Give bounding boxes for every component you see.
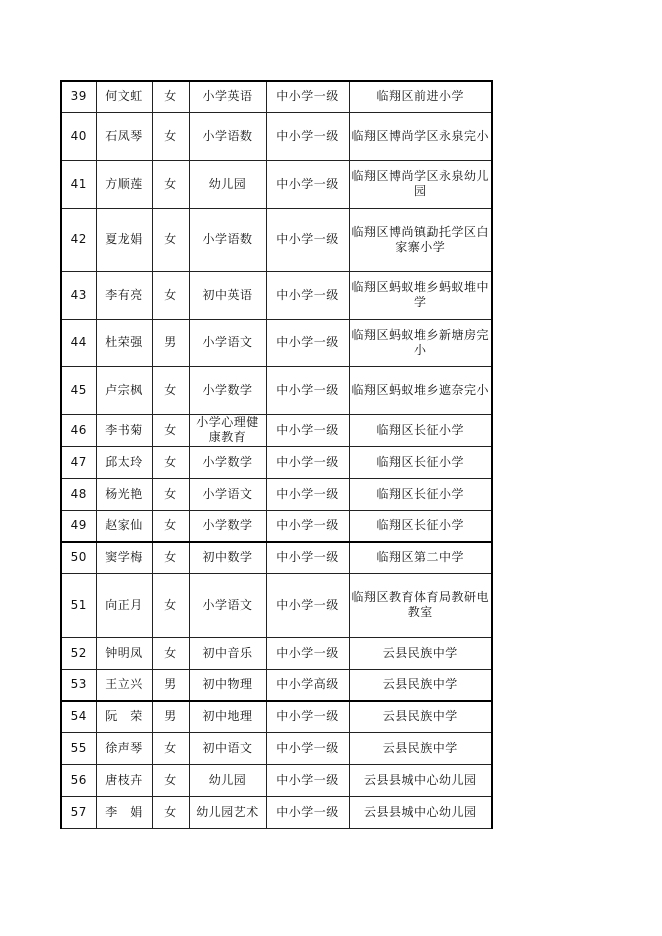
subject: 初中语文 [189, 732, 266, 764]
title-level: 中小学一级 [266, 478, 349, 510]
row-number: 53 [61, 669, 96, 701]
gender: 女 [152, 112, 189, 160]
teacher-table-body [61, 81, 492, 828]
title-level: 中小学一级 [266, 637, 349, 669]
table-row [61, 112, 492, 160]
work-unit: 临翔区前进小学 [349, 81, 492, 112]
title-level: 中小学一级 [266, 796, 349, 828]
row-number: 41 [61, 160, 96, 208]
title-level: 中小学一级 [266, 319, 349, 366]
teacher-name: 方顺莲 [96, 160, 152, 208]
title-level: 中小学一级 [266, 366, 349, 414]
work-unit: 临翔区博尚学区永泉完小 [349, 112, 492, 160]
row-number: 45 [61, 366, 96, 414]
teacher-table [60, 80, 493, 829]
subject: 幼儿园 [189, 160, 266, 208]
table-row [61, 81, 492, 112]
subject: 小学语文 [189, 478, 266, 510]
row-number: 48 [61, 478, 96, 510]
table-row [61, 446, 492, 478]
subject: 小学数学 [189, 366, 266, 414]
work-unit: 临翔区博尚学区永泉幼儿园 [349, 160, 492, 208]
title-level: 中小学高级 [266, 669, 349, 701]
teacher-name: 阮 荣 [96, 701, 152, 732]
title-level: 中小学一级 [266, 414, 349, 446]
title-level: 中小学一级 [266, 764, 349, 796]
subject: 小学语文 [189, 573, 266, 637]
gender: 女 [152, 81, 189, 112]
teacher-name: 石凤琴 [96, 112, 152, 160]
title-level: 中小学一级 [266, 208, 349, 271]
gender: 女 [152, 366, 189, 414]
title-level: 中小学一级 [266, 510, 349, 542]
work-unit: 云县县城中心幼儿园 [349, 796, 492, 828]
title-level: 中小学一级 [266, 542, 349, 573]
table-row [61, 208, 492, 271]
title-level: 中小学一级 [266, 81, 349, 112]
teacher-name: 李 娟 [96, 796, 152, 828]
row-number: 49 [61, 510, 96, 542]
subject: 幼儿园艺术 [189, 796, 266, 828]
table-row [61, 796, 492, 828]
work-unit: 云县民族中学 [349, 732, 492, 764]
gender: 女 [152, 637, 189, 669]
teacher-name: 夏龙娟 [96, 208, 152, 271]
gender: 女 [152, 510, 189, 542]
title-level: 中小学一级 [266, 112, 349, 160]
row-number: 42 [61, 208, 96, 271]
table-row [61, 701, 492, 732]
title-level: 中小学一级 [266, 160, 349, 208]
gender: 女 [152, 208, 189, 271]
teacher-name: 向正月 [96, 573, 152, 637]
gender: 女 [152, 271, 189, 319]
work-unit: 临翔区博尚镇勐托学区白家寨小学 [349, 208, 492, 271]
teacher-name: 杜荣强 [96, 319, 152, 366]
subject: 小学英语 [189, 81, 266, 112]
table-row [61, 160, 492, 208]
subject: 初中音乐 [189, 637, 266, 669]
row-number: 55 [61, 732, 96, 764]
teacher-name: 李书菊 [96, 414, 152, 446]
teacher-name: 李有亮 [96, 271, 152, 319]
row-number: 52 [61, 637, 96, 669]
teacher-name: 徐声琴 [96, 732, 152, 764]
row-number: 40 [61, 112, 96, 160]
row-number: 50 [61, 542, 96, 573]
table-row [61, 510, 492, 542]
gender: 女 [152, 414, 189, 446]
teacher-name: 何文虹 [96, 81, 152, 112]
work-unit: 临翔区蚂蚁堆乡遮奈完小 [349, 366, 492, 414]
subject: 小学数学 [189, 510, 266, 542]
work-unit: 临翔区教育体育局教研电教室 [349, 573, 492, 637]
gender: 女 [152, 478, 189, 510]
row-number: 43 [61, 271, 96, 319]
title-level: 中小学一级 [266, 446, 349, 478]
row-number: 47 [61, 446, 96, 478]
work-unit: 临翔区第二中学 [349, 542, 492, 573]
work-unit: 临翔区蚂蚁堆乡蚂蚁堆中学 [349, 271, 492, 319]
gender: 女 [152, 542, 189, 573]
subject: 初中英语 [189, 271, 266, 319]
subject: 小学语数 [189, 112, 266, 160]
work-unit: 云县民族中学 [349, 637, 492, 669]
gender: 女 [152, 764, 189, 796]
gender: 男 [152, 701, 189, 732]
work-unit: 临翔区长征小学 [349, 414, 492, 446]
gender: 男 [152, 669, 189, 701]
table-row [61, 764, 492, 796]
table-row [61, 542, 492, 573]
table-row [61, 669, 492, 701]
teacher-name: 卢宗枫 [96, 366, 152, 414]
subject: 初中物理 [189, 669, 266, 701]
row-number: 46 [61, 414, 96, 446]
subject: 幼儿园 [189, 764, 266, 796]
table-row [61, 271, 492, 319]
table-row [61, 414, 492, 446]
gender: 女 [152, 446, 189, 478]
title-level: 中小学一级 [266, 732, 349, 764]
title-level: 中小学一级 [266, 271, 349, 319]
teacher-name: 窦学梅 [96, 542, 152, 573]
work-unit: 云县民族中学 [349, 701, 492, 732]
subject: 小学数学 [189, 446, 266, 478]
table-row [61, 366, 492, 414]
work-unit: 云县民族中学 [349, 669, 492, 701]
subject: 初中地理 [189, 701, 266, 732]
teacher-name: 王立兴 [96, 669, 152, 701]
work-unit: 临翔区长征小学 [349, 478, 492, 510]
row-number: 39 [61, 81, 96, 112]
row-number: 56 [61, 764, 96, 796]
subject: 初中数学 [189, 542, 266, 573]
teacher-name: 杨光艳 [96, 478, 152, 510]
work-unit: 临翔区蚂蚁堆乡新塘房完小 [349, 319, 492, 366]
subject: 小学心理健康教育 [189, 414, 266, 446]
row-number: 51 [61, 573, 96, 637]
gender: 女 [152, 573, 189, 637]
gender: 男 [152, 319, 189, 366]
title-level: 中小学一级 [266, 701, 349, 732]
gender: 女 [152, 160, 189, 208]
table-row [61, 478, 492, 510]
teacher-name: 邱太玲 [96, 446, 152, 478]
gender: 女 [152, 796, 189, 828]
subject: 小学语数 [189, 208, 266, 271]
table-row [61, 573, 492, 637]
teacher-name: 钟明凤 [96, 637, 152, 669]
teacher-name: 唐枝卉 [96, 764, 152, 796]
title-level: 中小学一级 [266, 573, 349, 637]
table-row [61, 319, 492, 366]
work-unit: 云县县城中心幼儿园 [349, 764, 492, 796]
table-row [61, 637, 492, 669]
row-number: 54 [61, 701, 96, 732]
teacher-name: 赵家仙 [96, 510, 152, 542]
gender: 女 [152, 732, 189, 764]
subject: 小学语文 [189, 319, 266, 366]
row-number: 57 [61, 796, 96, 828]
row-number: 44 [61, 319, 96, 366]
table-row [61, 732, 492, 764]
work-unit: 临翔区长征小学 [349, 446, 492, 478]
work-unit: 临翔区长征小学 [349, 510, 492, 542]
